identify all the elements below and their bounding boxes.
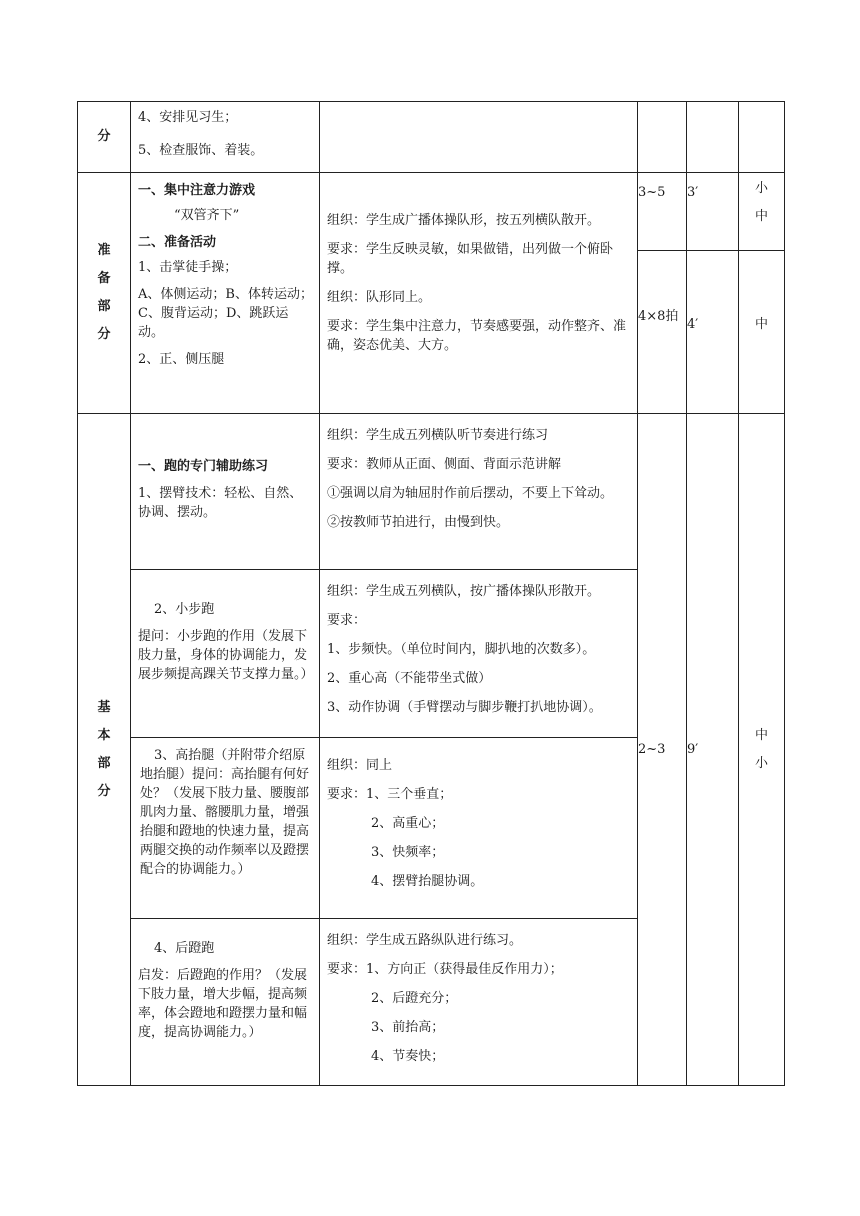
org-text: 4、摆臂抬腿协调。: [371, 874, 484, 889]
list-item: 5、检查服饰、着装。: [138, 143, 264, 158]
org-text: 要求：1、方向正（获得最佳反作用力）；: [327, 962, 563, 977]
section-label: 准 备 部 分: [78, 173, 131, 414]
content-cell: [131, 570, 320, 738]
org-cell: [320, 570, 638, 738]
heading: 一、跑的专门辅助练习: [138, 459, 269, 474]
intensity-cell: 中 小: [739, 414, 785, 1086]
list-item: 1、摆臂技术：轻松、自然、协调、摆动。: [138, 486, 303, 520]
org-cell: [320, 173, 638, 414]
org-text: 要求：学生反映灵敏，如果做错，出列做一个俯卧撑。: [327, 242, 614, 276]
org-cell: [320, 102, 638, 173]
game-name: “双管齐下”: [174, 208, 240, 223]
lesson-plan-table: [77, 101, 785, 1086]
content-cell: [131, 173, 320, 414]
org-text: 组织：学生成五列横队听节奏进行练习: [327, 428, 549, 443]
list-item: 4、后蹬跑: [154, 941, 215, 956]
org-text: 3、动作协调（手臂摆动与脚步鞭打扒地协调）。: [327, 700, 602, 715]
org-text: 要求：教师从正面、侧面、背面示范讲解: [327, 457, 562, 472]
list-item: 3、高抬腿（并附带介绍原地抬腿）提问：高抬腿有何好处？（发展下肢力量、腰腹部肌肉力量、髂腰肌力量，增强抬腿和蹬地的快速力量，提高两腿交换的动作频率以及蹬摆配合的协调能力。）: [140, 748, 310, 877]
table-row: [78, 173, 785, 251]
intensity-cell: 小 中: [739, 173, 785, 251]
list-item: 2、小步跑: [154, 602, 215, 617]
org-cell: [320, 738, 638, 919]
org-text: 3、快频率；: [371, 845, 445, 860]
times-cell: 3~5: [638, 173, 687, 251]
org-text: ②按教师节拍进行，由慢到快。: [327, 515, 510, 530]
content-cell: [131, 919, 320, 1086]
section-label: 基 本 部 分: [78, 414, 131, 1086]
section-label: 分: [78, 102, 131, 173]
org-text: 1、步频快。（单位时间内，脚扒地的次数多）。: [327, 642, 596, 657]
intensity-cell: 中: [739, 251, 785, 414]
org-text: 组织：学生成广播体操队形，按五列横队散开。: [327, 213, 601, 228]
minutes-cell: 9′: [687, 414, 739, 1086]
org-cell: [320, 919, 638, 1086]
org-cell: [320, 414, 638, 570]
list-item: 1、击掌徒手操；: [138, 260, 238, 275]
minutes-cell: 4′: [687, 251, 739, 414]
org-text: ①强调以肩为轴屈肘作前后摆动，不要上下耸动。: [327, 486, 614, 501]
org-text: 组织：学生成五列横队，按广播体操队形散开。: [327, 584, 601, 599]
content-cell: [131, 414, 320, 570]
org-text: 要求：: [327, 613, 367, 628]
list-item: 提问：小步跑的作用（发展下肢力量，身体的协调能力，发展步频提高踝关节支撑力量。）: [138, 629, 314, 682]
org-text: 4、节奏快；: [371, 1049, 445, 1064]
minutes-cell: 3′: [687, 173, 739, 251]
org-text: 2、重心高（不能带坐式做）: [327, 671, 492, 686]
table-row: [78, 414, 785, 570]
heading: 一、集中注意力游戏: [138, 183, 256, 198]
content-cell: [131, 738, 320, 919]
org-text: 2、高重心；: [371, 816, 445, 831]
org-text: 2、后蹬充分；: [371, 991, 458, 1006]
org-text: 要求：1、三个垂直；: [327, 787, 453, 802]
org-text: 组织：同上: [327, 758, 393, 773]
list-item: 4、安排见习生；: [138, 110, 238, 125]
org-text: 组织：学生成五路纵队进行练习。: [327, 933, 523, 948]
org-text: 组织：队形同上。: [327, 290, 432, 305]
list-item: A、体侧运动；B、体转运动；C、腹背运动；D、跳跃运动。: [138, 287, 313, 340]
org-text: 要求：学生集中注意力，节奏感要强，动作整齐、准确，姿态优美、大方。: [327, 319, 627, 353]
times-cell: 2~3: [638, 414, 687, 1086]
list-item: 2、正、侧压腿: [138, 352, 225, 367]
heading: 二、准备活动: [138, 235, 217, 250]
org-text: 3、前抬高；: [371, 1020, 445, 1035]
content-cell: [131, 102, 320, 173]
table-row: [78, 102, 785, 173]
times-cell: 4×8拍: [638, 251, 687, 414]
list-item: 启发：后蹬跑的作用？（发展下肢力量，增大步幅，提高频率，体会蹬地和蹬摆力量和幅度，提高协调能力。）: [138, 968, 308, 1040]
